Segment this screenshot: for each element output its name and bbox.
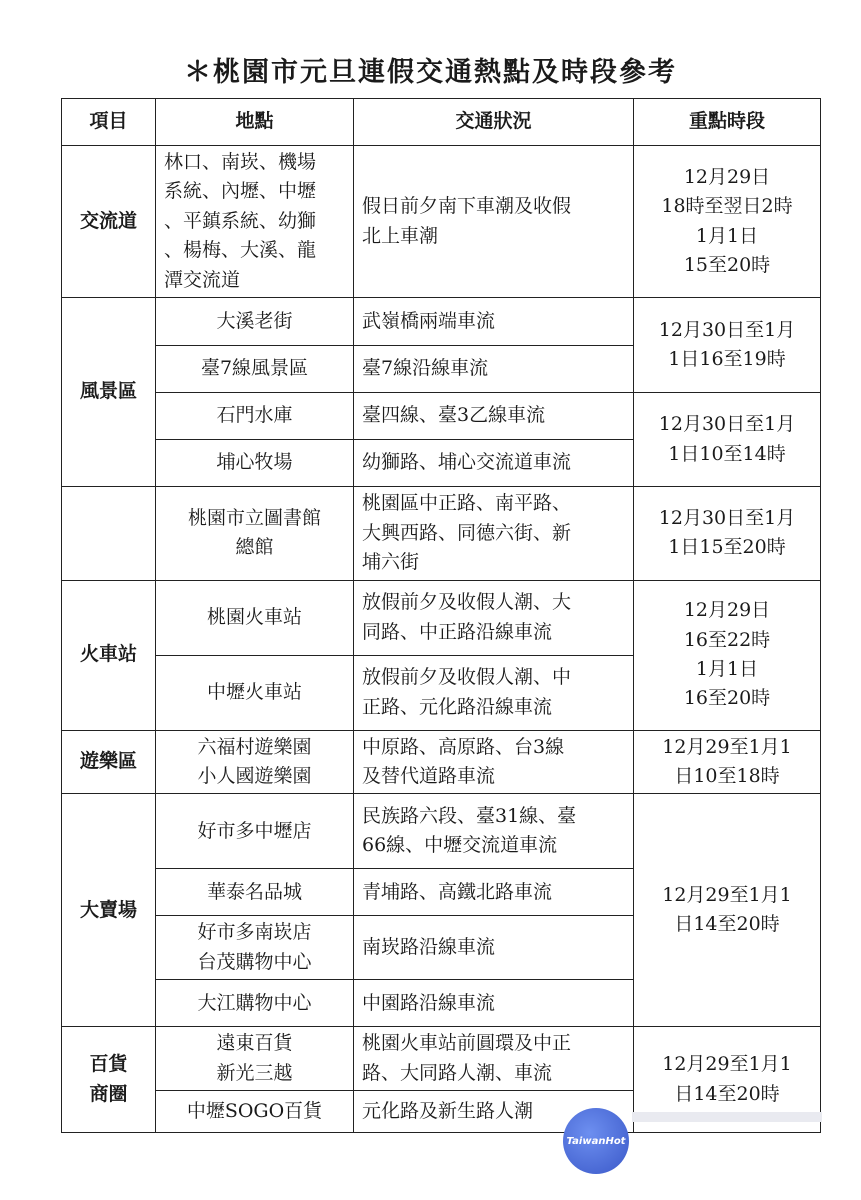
traffic-hotspot-table bbox=[61, 98, 821, 1133]
table-row bbox=[62, 580, 821, 655]
status-cell: 武嶺橋兩端車流 bbox=[354, 298, 634, 346]
location-cell: 六福村遊樂園 小人國遊樂園 bbox=[156, 730, 354, 794]
category-cell: 交流道 bbox=[62, 146, 156, 298]
status-cell: 中原路、高原路、台3線 及替代道路車流 bbox=[354, 730, 634, 794]
header-location: 地點 bbox=[156, 99, 354, 146]
table-row bbox=[62, 1027, 821, 1091]
location-cell: 遠東百貨 新光三越 bbox=[156, 1027, 354, 1091]
header-peak-time: 重點時段 bbox=[634, 99, 821, 146]
location-cell: 好市多南崁店 台茂購物中心 bbox=[156, 916, 354, 980]
location-cell: 桃園火車站 bbox=[156, 580, 354, 655]
table-row bbox=[62, 298, 821, 346]
status-cell: 放假前夕及收假人潮、大 同路、中正路沿線車流 bbox=[354, 580, 634, 655]
time-cell: 12月29日 16至22時 1月1日 16至20時 bbox=[634, 580, 821, 730]
location-cell: 桃園市立圖書館 總館 bbox=[156, 487, 354, 580]
status-cell: 元化路及新生路人潮 bbox=[354, 1091, 634, 1133]
header-item: 項目 bbox=[62, 99, 156, 146]
status-cell: 臺7線沿線車流 bbox=[354, 346, 634, 393]
category-cell: 火車站 bbox=[62, 580, 156, 730]
page-title: ＊桃園市元旦連假交通熱點及時段參考 bbox=[184, 57, 677, 88]
status-cell: 桃園區中正路、南平路、 大興西路、同德六街、新 埔六街 bbox=[354, 487, 634, 580]
status-cell: 民族路六段、臺31線、臺 66線、中壢交流道車流 bbox=[354, 794, 634, 869]
status-cell: 放假前夕及收假人潮、中 正路、元化路沿線車流 bbox=[354, 655, 634, 730]
time-cell: 12月29日 18時至翌日2時 1月1日 15至20時 bbox=[634, 146, 821, 298]
location-cell: 中壢火車站 bbox=[156, 655, 354, 730]
table-header-row bbox=[62, 99, 821, 146]
category-cell: 遊樂區 bbox=[62, 730, 156, 794]
time-cell: 12月30日至1月 1日16至19時 bbox=[634, 298, 821, 393]
location-cell: 林口、南崁、機場 系統、內壢、中壢 、平鎮系統、幼獅 、楊梅、大溪、龍 潭交流道 bbox=[156, 146, 354, 298]
watermark-bar bbox=[632, 1112, 822, 1122]
category-cell: 大賣場 bbox=[62, 794, 156, 1027]
location-cell: 華泰名品城 bbox=[156, 869, 354, 916]
location-cell: 埔心牧場 bbox=[156, 440, 354, 487]
category-cell: 百貨 商圈 bbox=[62, 1027, 156, 1133]
table-row bbox=[62, 487, 821, 580]
category-cell: 風景區 bbox=[62, 298, 156, 487]
taiwanhot-watermark-logo: TaiwanHot bbox=[563, 1108, 629, 1174]
table-row bbox=[62, 146, 821, 298]
table-row bbox=[62, 393, 821, 440]
status-cell: 臺四線、臺3乙線車流 bbox=[354, 393, 634, 440]
time-cell: 12月29至1月1 日14至20時 bbox=[634, 1027, 821, 1133]
header-traffic-status: 交通狀況 bbox=[354, 99, 634, 146]
time-cell: 12月30日至1月 1日10至14時 bbox=[634, 393, 821, 487]
location-cell: 大江購物中心 bbox=[156, 980, 354, 1027]
location-cell: 石門水庫 bbox=[156, 393, 354, 440]
location-cell: 大溪老街 bbox=[156, 298, 354, 346]
category-cell bbox=[62, 487, 156, 580]
status-cell: 青埔路、高鐵北路車流 bbox=[354, 869, 634, 916]
table-row bbox=[62, 794, 821, 869]
status-cell: 南崁路沿線車流 bbox=[354, 916, 634, 980]
status-cell: 桃園火車站前圓環及中正 路、大同路人潮、車流 bbox=[354, 1027, 634, 1091]
table-row bbox=[62, 730, 821, 794]
location-cell: 中壢SOGO百貨 bbox=[156, 1091, 354, 1133]
status-cell: 假日前夕南下車潮及收假 北上車潮 bbox=[354, 146, 634, 298]
time-cell: 12月30日至1月 1日15至20時 bbox=[634, 487, 821, 580]
status-cell: 幼獅路、埔心交流道車流 bbox=[354, 440, 634, 487]
location-cell: 臺7線風景區 bbox=[156, 346, 354, 393]
location-cell: 好市多中壢店 bbox=[156, 794, 354, 869]
time-cell: 12月29至1月1 日14至20時 bbox=[634, 794, 821, 1027]
time-cell: 12月29至1月1 日10至18時 bbox=[634, 730, 821, 794]
status-cell: 中園路沿線車流 bbox=[354, 980, 634, 1027]
